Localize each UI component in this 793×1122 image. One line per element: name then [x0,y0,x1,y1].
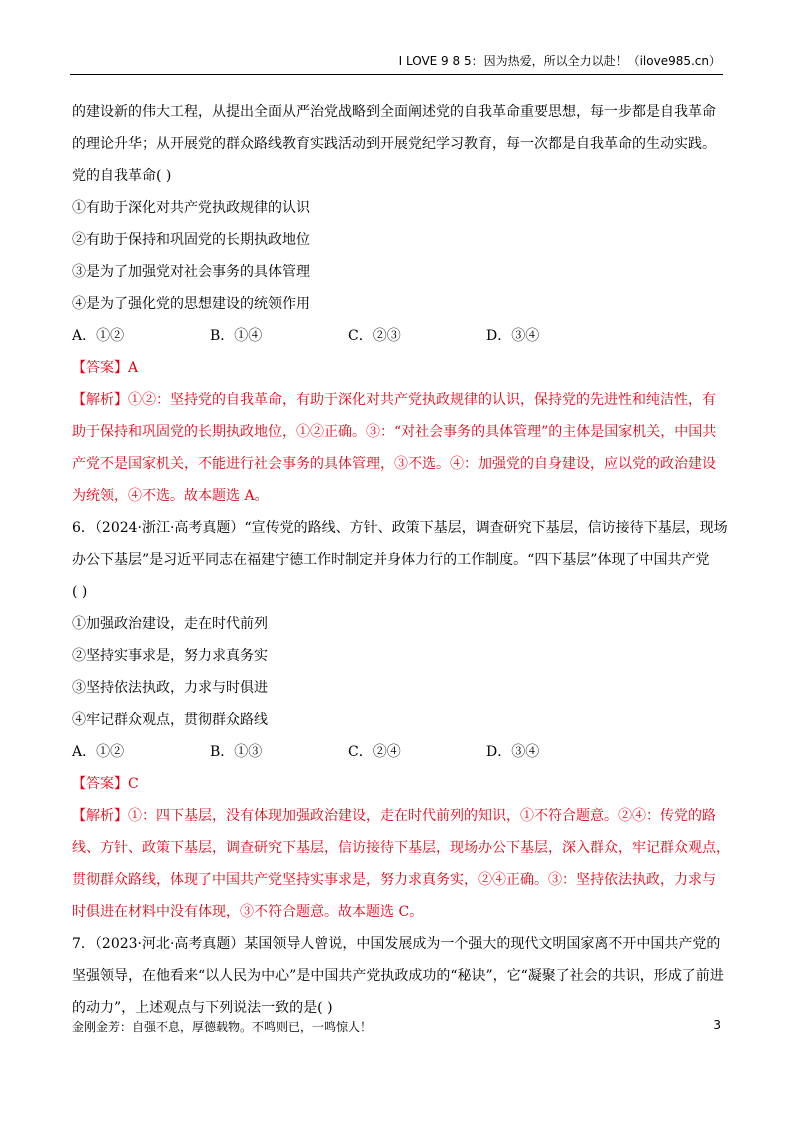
q5-option-d: D．③④ [486,328,540,344]
q6-analysis-line: 贯彻群众路线，体现了中国共产党坚持实事求是，努力求真务实，②④正确。③：坚持依法执政，力求与 [72,872,716,888]
q5-analysis-line: 为统领，④不选。故本题选 A。 [72,488,269,504]
q5-analysis-line: 助于保持和巩固党的长期执政地位，①②正确。③：“对社会事务的具体管理”的主体是国家机关，中国共 [72,424,717,440]
q5-option-b: B．①④ [210,328,263,344]
q6-item: ②坚持实事求是，努力求真务实 [72,648,268,664]
q7-stem-line: 7．（2023·河北·高考真题）某国领导人曾说，中国发展成为一个强大的现代文明国家离不开中国共产党的 [72,936,721,952]
q6-item: ④牢记群众观点，贯彻群众路线 [72,712,268,728]
header-rule [70,74,723,75]
q5-stem-line: 党的自我革命( ) [72,168,172,184]
question-7 [72,928,722,1024]
q6-answer: 【答案】C [72,776,139,792]
q5-item: ③是为了加强党对社会事务的具体管理 [72,264,310,280]
q6-analysis-line: 线、方针、政策下基层，调查研究下基层，信访接待下基层，现场办公下基层，深入群众，牢记群众观点， [72,840,730,856]
page-header: I LOVE 9 8 5：因为热爱，所以全力以赴！（ilove985.cn） [398,54,721,68]
q6-analysis-line: 【解析】①：四下基层，没有体现加强政治建设，走在时代前列的知识，①不符合题意。②④：传党的路 [72,808,716,824]
footer-motto: 金刚金芳：自强不息，厚德载物。不鸣则已，一鸣惊人！ [72,1020,373,1034]
q7-stem-line: 的动力”，上述观点与下列说法一致的是( ) [72,1000,333,1016]
q6-option-c: C．②④ [348,744,401,760]
q6-option-b: B．①③ [210,744,263,760]
q5-option-c: C．②③ [348,328,401,344]
page-content [72,96,730,1024]
q5-options [72,320,722,352]
q7-stem-line: 坚强领导，在他看来“以人民为中心”是中国共产党执政成功的“秘诀”，它“凝聚了社会的共识，形成了前进 [72,968,724,984]
q6-stem-line: 办公下基层”是习近平同志在福建宁德工作时制定并身体力行的工作制度。“四下基层”体现了中国共产党 [72,552,710,568]
q6-option-d: D．③④ [486,744,540,760]
q5-analysis-line: 产党不是国家机关，不能进行社会事务的具体管理，③不选。④：加强党的自身建设，应以党的政治建设 [72,456,716,472]
q5-item: ①有助于深化对共产党执政规律的认识 [72,200,310,216]
q6-item: ①加强政治建设，走在时代前列 [72,616,268,632]
question-5 [72,96,722,512]
question-6 [72,512,730,928]
q6-stem-line: ( ) [72,584,88,600]
q5-stem-line: 的理论升华；从开展党的群众路线教育实践活动到开展党纪学习教育，每一次都是自我革命的生动实践。 [72,136,716,152]
q5-item: ②有助于保持和巩固党的长期执政地位 [72,232,310,248]
q6-options [72,736,722,768]
q6-analysis-line: 时俱进在材料中没有体现，③不符合题意。故本题选 C。 [72,904,424,920]
q5-answer: 【答案】A [72,360,139,376]
q6-option-a: A．①② [72,744,125,760]
q6-stem-line: 6．（2024·浙江·高考真题）“宣传党的路线、方针、政策下基层，调查研究下基层，信访接待下基层，现场 [72,520,728,536]
q6-item: ③坚持依法执政，力求与时俱进 [72,680,268,696]
q5-option-a: A．①② [72,328,125,344]
q5-stem-line: 的建设新的伟大工程，从提出全面从严治党战略到全面阐述党的自我革命重要思想，每一步都是自我革命 [72,104,716,120]
page-number: 3 [713,1018,721,1032]
q5-analysis-line: 【解析】①②：坚持党的自我革命，有助于深化对共产党执政规律的认识，保持党的先进性和纯洁性，有 [72,392,716,408]
q5-item: ④是为了强化党的思想建设的统领作用 [72,296,310,312]
